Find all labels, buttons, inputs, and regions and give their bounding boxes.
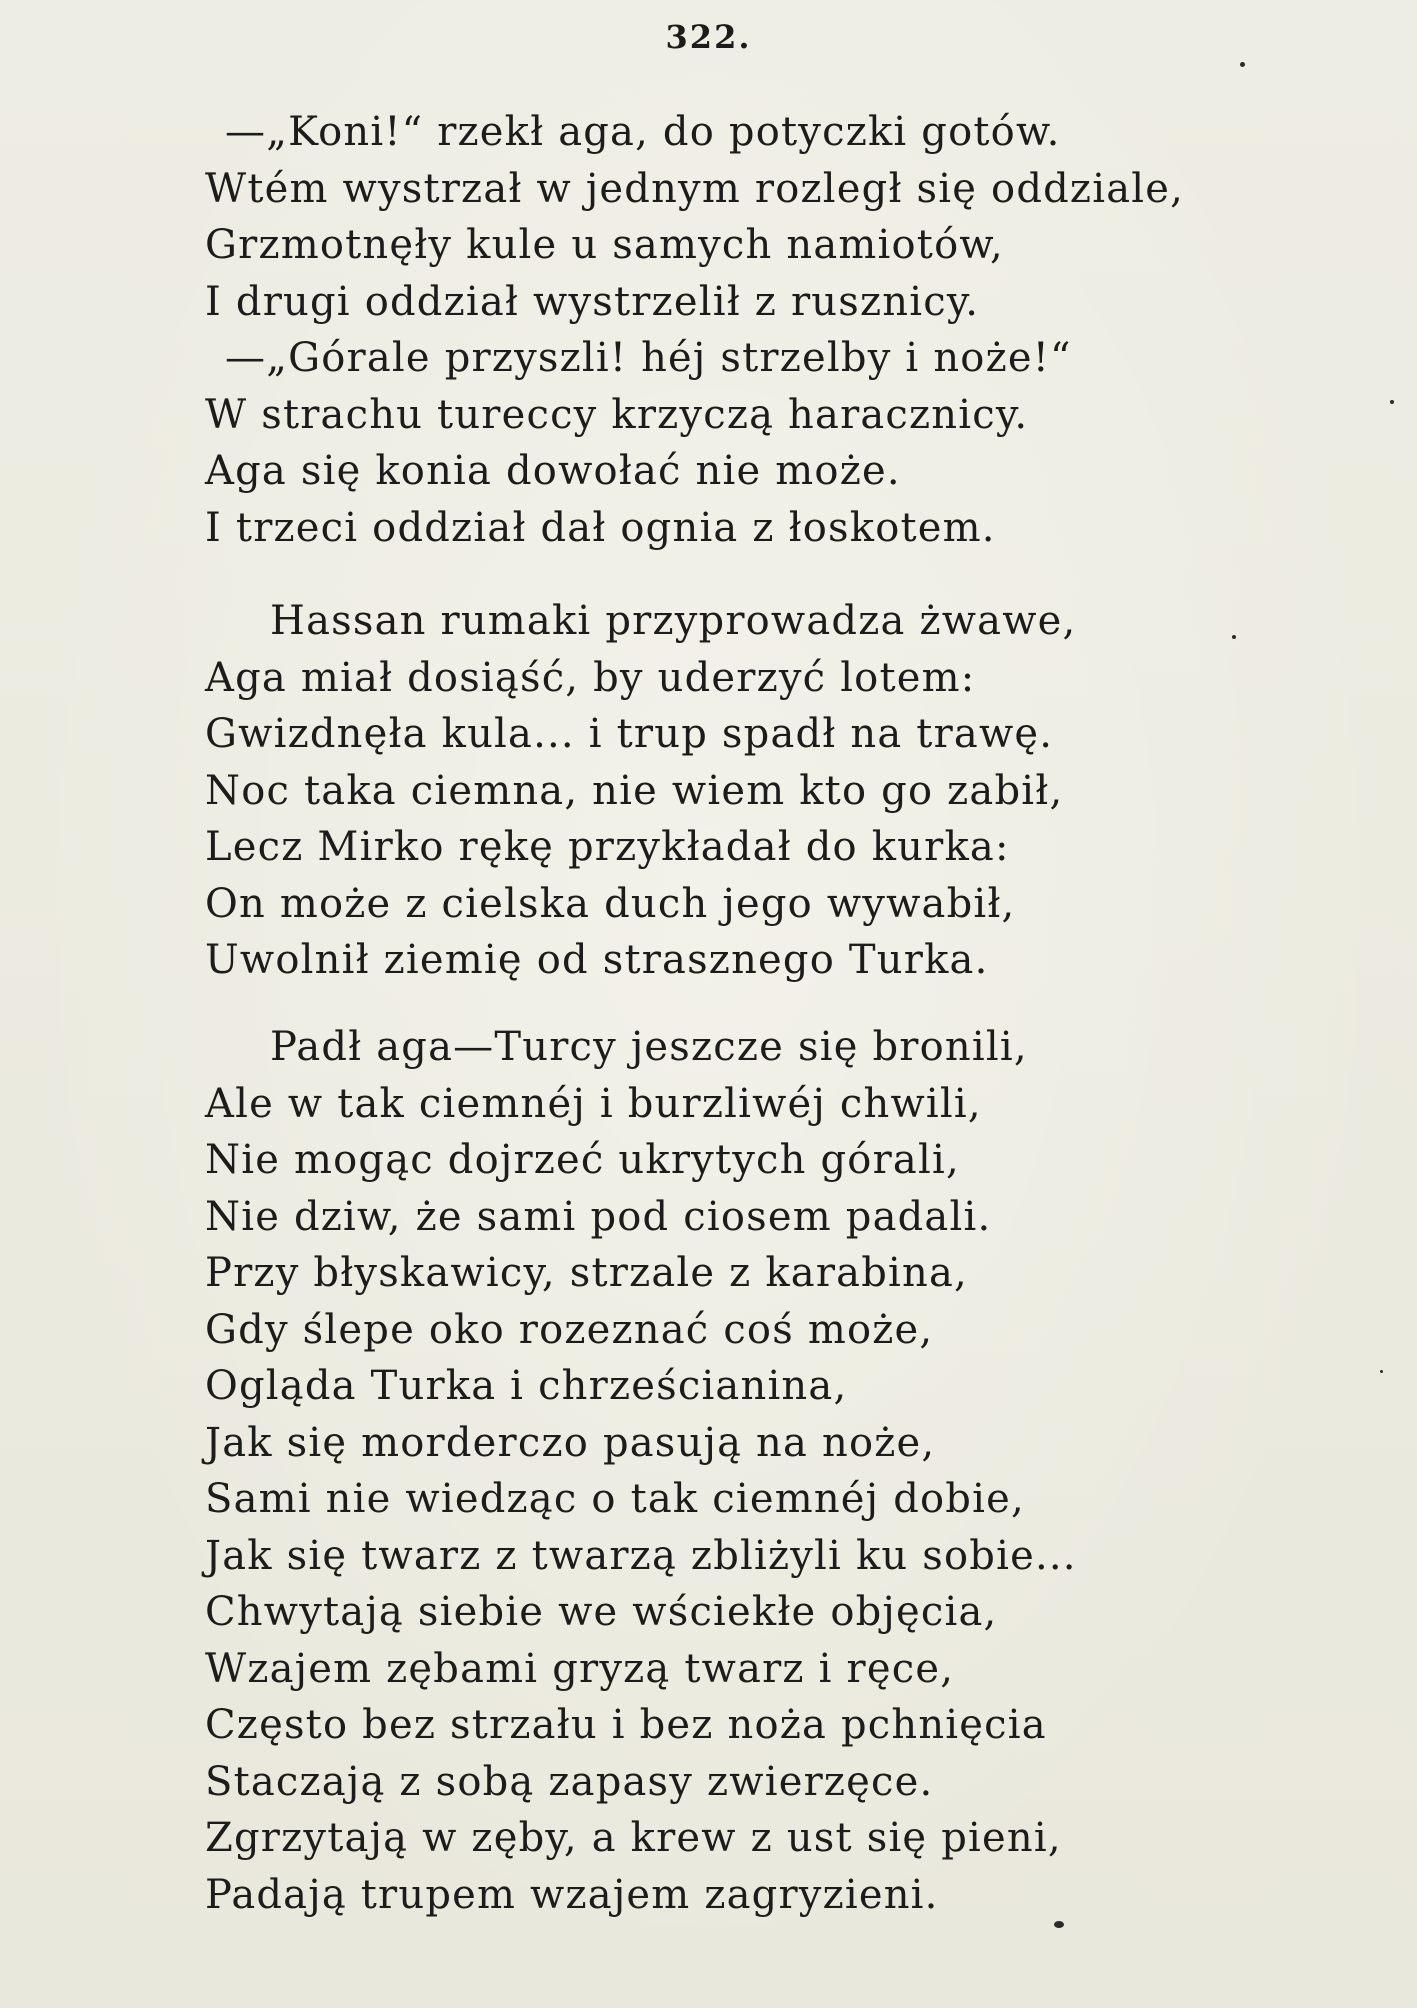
print-speck xyxy=(1390,400,1394,404)
page-number: 322. xyxy=(665,18,752,56)
print-speck xyxy=(1232,635,1236,639)
verse-line: Hassan rumaki przyprowadza żwawe, xyxy=(270,598,1077,644)
verse-line: Nie mogąc dojrzeć ukrytych górali, xyxy=(205,1137,960,1183)
verse-line: Zgrzytają w zęby, a krew z ust się pieni, xyxy=(205,1815,1062,1861)
verse-line: Sami nie wiedząc o tak ciemnéj dobie, xyxy=(205,1476,1025,1522)
verse-line: Uwolnił ziemię od strasznego Turka. xyxy=(205,937,989,983)
print-speck xyxy=(1380,1370,1383,1373)
verse-line: Ogląda Turka i chrześcianina, xyxy=(205,1363,848,1409)
verse-line: I drugi oddział wystrzelił z rusznicy. xyxy=(205,278,980,325)
verse-line: Lecz Mirko rękę przykładał do kurka: xyxy=(205,824,1010,870)
verse-line: Nie dziw, że sami pod ciosem padali. xyxy=(205,1193,992,1240)
verse-line: Gdy ślepe oko rozeznać coś może, xyxy=(205,1306,934,1353)
verse-line: Staczają z sobą zapasy zwierzęce. xyxy=(205,1758,934,1805)
verse-line: Wtém wystrzał w jednym rozległ się oddziale, xyxy=(205,165,1185,212)
verse-line: Jak się twarz z twarzą zbliżyli ku sobie... xyxy=(205,1532,1077,1579)
stanza-1 xyxy=(205,104,1355,556)
verse-line: Padł aga—Turcy jeszcze się bronili, xyxy=(270,1024,1028,1070)
verse-line: Padają trupem wzajem zagryzieni. xyxy=(205,1871,939,1918)
verse-line: On może z cielska duch jego wywabił, xyxy=(205,880,1016,927)
verse-line: I trzeci oddział dał ognia z łoskotem. xyxy=(205,504,996,551)
verse-line: Noc taka ciemna, nie wiem kto go zabił, xyxy=(205,767,1064,814)
verse-line: —„Górale przyszli! héj strzelby i noże!“ xyxy=(225,335,1072,381)
verse-line: Przy błyskawicy, strzale z karabina, xyxy=(205,1250,968,1296)
verse-line: Wzajem zębami gryzą twarz i ręce, xyxy=(205,1645,955,1692)
print-speck xyxy=(1054,1921,1064,1928)
verse-line: Aga miał dosiąść, by uderzyć lotem: xyxy=(205,654,976,701)
verse-line: Ale w tak ciemnéj i burzliwéj chwili, xyxy=(205,1080,982,1127)
stanza-3 xyxy=(205,1019,1355,1923)
verse-line: —„Koni!“ rzekł aga, do potyczki gotów. xyxy=(225,109,1061,155)
verse-line: Aga się konia dowołać nie może. xyxy=(205,448,901,494)
verse-line: Jak się morderczo pasują na noże, xyxy=(205,1419,936,1466)
verse-line: Gwizdnęła kula... i trup spadł na trawę. xyxy=(205,711,1054,757)
verse-line: Grzmotnęły kule u samych namiotów, xyxy=(205,222,1004,268)
verse-line: Chwytają siebie we wściekłe objęcia, xyxy=(205,1589,998,1635)
verse-line: Często bez strzału i bez noża pchnięcia xyxy=(205,1702,1047,1748)
print-speck xyxy=(1240,62,1245,67)
stanza-2 xyxy=(205,593,1355,989)
verse-line: W strachu tureccy krzyczą haracznicy. xyxy=(205,391,1029,438)
